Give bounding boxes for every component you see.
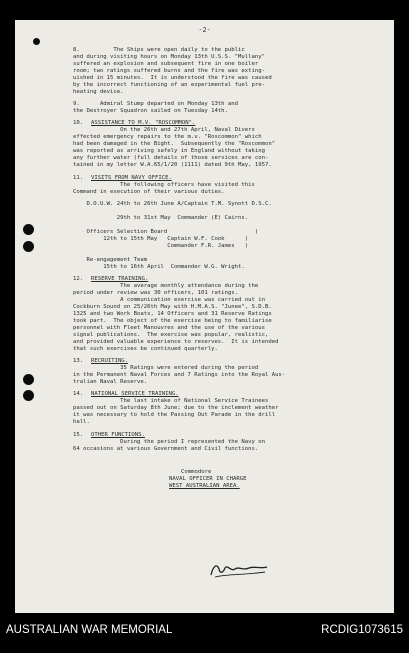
handwritten-signature — [205, 560, 285, 580]
signatory-title: NAVAL OFFICER IN CHARGE — [169, 475, 247, 482]
punch-hole — [23, 374, 34, 385]
text-line: effected emergency repairs to the m.v. "Roscommon" which — [73, 134, 262, 141]
text-line: the Destroyer Squadron sailed on Tuesday 14th. — [73, 108, 228, 115]
document-body — [73, 47, 373, 490]
text-line — [73, 208, 373, 215]
visits-list — [73, 201, 373, 271]
punch-hole — [33, 38, 40, 45]
text-line: it was necessary to hold the Passing Out Parade in the drill — [73, 412, 276, 419]
text-line: D.O.U.W. 24th to 26th June A/Captain T.M. Synott D.S.C. — [73, 200, 272, 207]
text-line: had been damaged in the Bight. Subsequently the "Roscommon" — [73, 141, 276, 148]
text-line: suffered an explosion and subsequent fire in one boiler — [73, 61, 259, 67]
paragraph-14 — [73, 391, 373, 426]
signatory-area: WEST AUSTRALIAN AREA. — [169, 482, 240, 489]
paragraph-12 — [73, 276, 373, 353]
archive-reference: RCDIG1073615 — [321, 624, 403, 636]
text-line: tained in my letter W.A.65/1/20 (1111) dated 9th May, 1957. — [73, 162, 272, 169]
paragraph-number: 11. — [73, 174, 84, 181]
text-line: by the incorrect functioning of an experimental fuel pre- — [73, 82, 265, 88]
text-line: 1325 and two Work Boats, 14 Officers and 31 Reserve Ratings — [73, 310, 272, 317]
punch-hole — [23, 224, 34, 235]
text-line: in the Permanent Naval Forces and 7 Ratings into the Royal Aus- — [73, 372, 286, 379]
text-line: uished in 15 minutes. It is understood the fire was caused — [73, 75, 272, 81]
punch-hole — [23, 241, 34, 252]
paragraph-15 — [73, 432, 373, 453]
text-line: Commander F.R. James ) — [73, 242, 249, 249]
text-line: and during visiting hours on Monday 13th U.S.S. "Mullany" — [73, 54, 265, 60]
section-heading: RESERVE TRAINING. — [91, 275, 149, 282]
paragraph-11 — [73, 175, 373, 196]
text-line: hall. — [73, 419, 90, 426]
text-line: passed out on Saturday 8th June; due to the inclement weather — [73, 405, 279, 412]
text-line: Re-engagement Team — [73, 256, 148, 263]
archive-name: AUSTRALIAN WAR MEMORIAL — [6, 624, 173, 636]
text-line: 29th to 31st May Commander (E) Cairns. — [73, 214, 249, 221]
text-line: signal publications. The exercise was popular, realistic, — [73, 331, 269, 338]
text-line: The average monthly attendance during the — [73, 282, 259, 289]
signature-block — [73, 469, 373, 490]
text-line: 15th to 16th April Commander W.G. Wright. — [73, 263, 245, 270]
paragraph-13 — [73, 358, 373, 386]
text-line: period under review was 30 officers, 101 ratings. — [73, 289, 239, 296]
text-line: 64 occasions at various Government and Civil functions. — [73, 445, 259, 452]
section-heading: VISITS FROM NAVY OFFICE. — [91, 174, 172, 181]
text-line: took part. The object of the exercise being to familiarise — [73, 317, 272, 324]
text-line: that such exercises be continued quarterly. — [73, 345, 218, 352]
section-heading: ASSISTANCE TO M.V. "ROSCOMMON". — [91, 120, 196, 127]
text-line: 8. The Ships were open daily to the public — [73, 47, 245, 53]
paragraph-number: 15. — [73, 431, 84, 438]
text-line: Command in execution of their various duties. — [73, 188, 225, 195]
paragraph-number: 13. — [73, 358, 84, 365]
page-number: -2- — [198, 26, 211, 34]
paragraph-number: 12. — [73, 275, 84, 282]
document-page — [15, 20, 394, 613]
text-line: The last intake of National Service Trainees — [73, 398, 269, 405]
punch-hole — [23, 390, 34, 401]
text-line: 9. Admiral Stump departed on Monday 13th and — [73, 101, 239, 108]
section-heading: RECRUITING. — [91, 358, 129, 365]
text-line: was reported as arriving safely in England without taking — [73, 148, 265, 155]
section-heading: OTHER FUNCTIONS. — [91, 431, 145, 438]
text-line: Officers Selection Board ) — [73, 228, 259, 235]
text-line: The following officers have visited this — [73, 181, 255, 188]
paragraph-number: 10. — [73, 120, 84, 127]
paragraph-10 — [73, 120, 373, 169]
archive-footer — [0, 613, 409, 653]
text-line: Cockburn Sound on 25/26th May with H.M.A.S. "Junee", S.D.B. — [73, 303, 272, 310]
text-line — [73, 222, 373, 229]
paragraph-8 — [73, 47, 373, 96]
text-line: and provided valuable experience to reserves. It is intended — [73, 338, 279, 345]
paragraph-9 — [73, 101, 373, 115]
text-line: any further water (full details of those services are con- — [73, 155, 269, 162]
signatory-rank: Commodore — [181, 468, 212, 475]
text-line: personnel with Fleet Manouvres and the use of the various — [73, 324, 265, 331]
text-line: 35 Ratings were entered during the period — [73, 365, 259, 372]
text-line: tralian Naval Reserve. — [73, 379, 148, 386]
paragraph-number: 14. — [73, 391, 84, 398]
text-line: During the period I represented the Navy on — [73, 438, 265, 445]
section-heading: NATIONAL SERVICE TRAINING. — [91, 391, 179, 398]
text-line: On the 26th and 27th April, Naval Divers — [73, 127, 255, 134]
text-line — [73, 250, 373, 257]
text-line: 12th to 15th May Captain W.F. Cook ) — [73, 235, 249, 242]
text-line: A communication exercise was carried out in — [73, 296, 265, 303]
text-line: room; two ratings suffered burns and the fire was exting- — [73, 68, 265, 74]
text-line: heating device. — [73, 89, 124, 95]
